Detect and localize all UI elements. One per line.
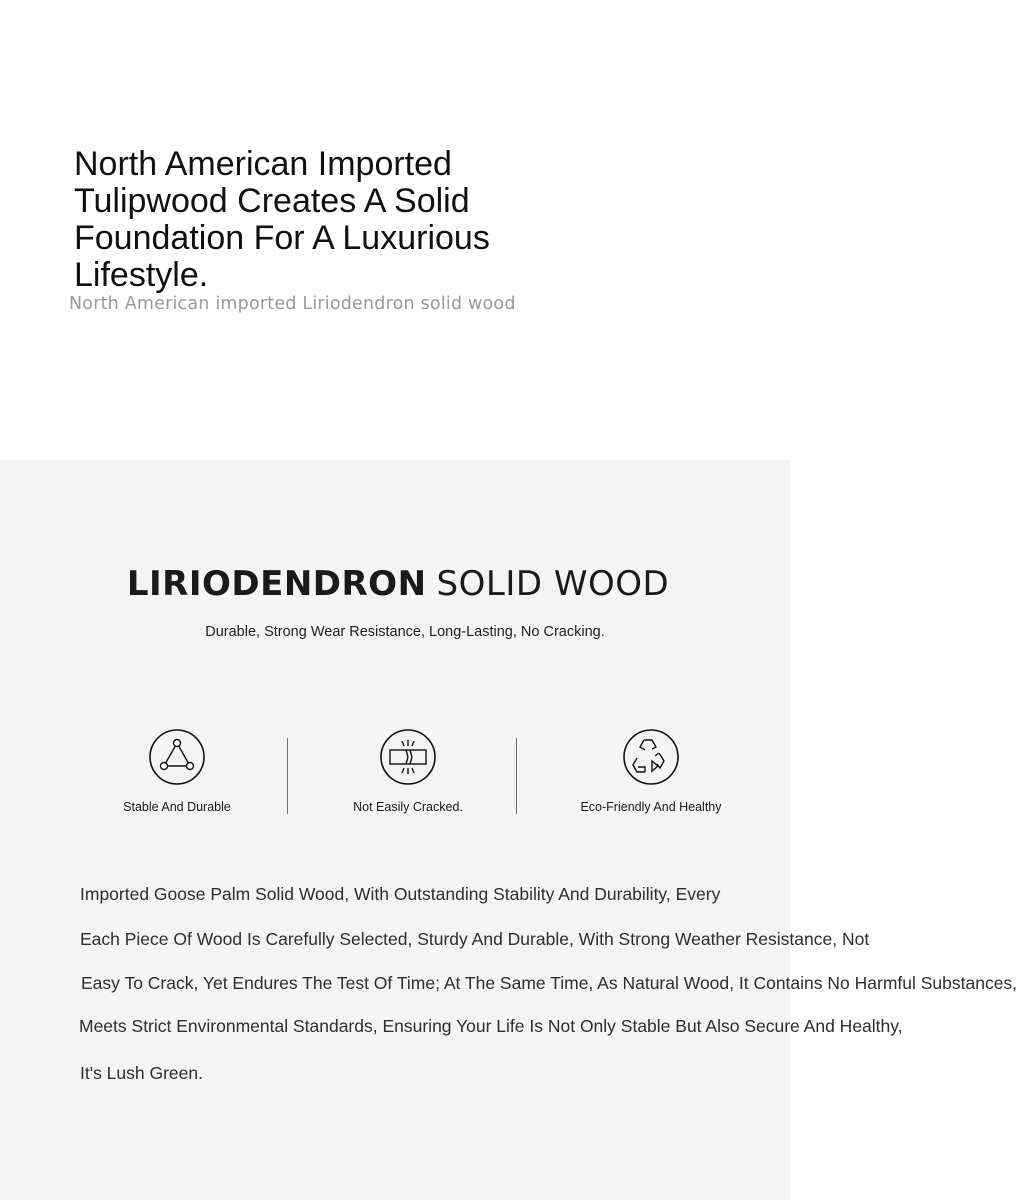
hero-subtitle: North American imported Liriodendron solid wood <box>69 294 516 314</box>
body-text-line: It's Lush Green. <box>80 1063 203 1083</box>
feature-item-crack <box>278 728 538 814</box>
body-text-line: Meets Strict Environmental Standards, Ensuring Your Life Is Not Only Stable But Also Secure And Healthy, <box>79 1016 903 1036</box>
feature-section <box>0 460 1017 1200</box>
body-text-line: Imported Goose Palm Solid Wood, With Outstanding Stability And Durability, Every <box>80 884 721 904</box>
feature-item-eco <box>521 728 781 814</box>
body-text-line: Easy To Crack, Yet Endures The Test Of Time; At The Same Time, As Natural Wood, It Contains No Harmful Substances, <box>81 973 1017 993</box>
feature-tagline: Durable, Strong Wear Resistance, Long-Lasting, No Cracking. <box>205 624 605 640</box>
hero-title: North American Imported Tulipwood Creates A Solid Foundation For A Luxurious Lifestyle. <box>74 145 490 294</box>
recycle-icon <box>622 728 680 786</box>
feature-item-label: Not Easily Cracked. <box>353 800 463 814</box>
feature-heading-bold: LIRIODENDRON <box>126 564 427 604</box>
body-text-line: Each Piece Of Wood Is Carefully Selected, Sturdy And Durable, With Strong Weather Resistance, Not <box>80 929 870 949</box>
triangle-nodes-icon <box>148 728 206 786</box>
cracked-plank-icon <box>379 728 437 786</box>
feature-heading-light: SOLID WOOD <box>436 564 670 604</box>
feature-item-label: Stable And Durable <box>123 800 231 814</box>
divider <box>516 738 517 814</box>
feature-heading <box>0 564 796 604</box>
feature-item-stable <box>47 728 307 814</box>
feature-item-label: Eco-Friendly And Healthy <box>580 800 722 814</box>
hero-section <box>0 0 790 460</box>
